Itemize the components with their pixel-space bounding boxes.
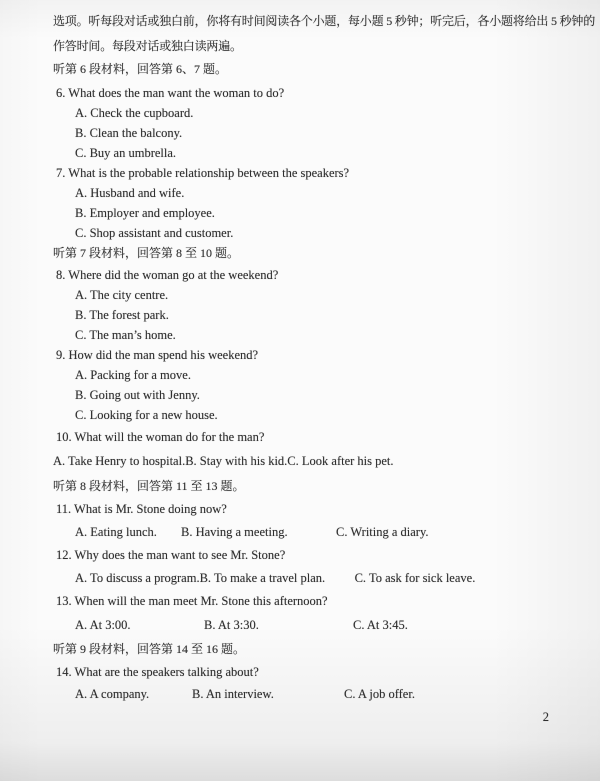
option-6a: A. Check the cupboard. (75, 106, 194, 120)
section-header-9: 听第 9 段材料，回答第 14 至 16 题。 (53, 642, 246, 656)
option-row-10 (53, 451, 570, 471)
section-header-8: 听第 8 段材料，回答第 11 至 13 题。 (53, 479, 245, 493)
intro-line-1: 选项。听每段对话或独白前，你将有时间阅读各个小题，每小题 5 秒钟；听完后，各小题将给出 5 秒钟的 (53, 14, 596, 28)
question-14: 14. What are the speakers talking about? (56, 665, 259, 679)
option-8b: B. The forest park. (75, 308, 169, 322)
option-row-13 (53, 615, 570, 635)
option-12b: B. To make a travel plan. (199, 571, 326, 585)
option-9b: B. Going out with Jenny. (75, 388, 200, 402)
option-7c: C. Shop assistant and customer. (75, 226, 234, 240)
option-7a: A. Husband and wife. (75, 186, 185, 200)
intro-line-2: 作答时间。每段对话或独白读两遍。 (53, 39, 242, 53)
option-13b: B. At 3:30. (204, 618, 259, 632)
question-8: 8. Where did the woman go at the weekend? (56, 268, 279, 282)
option-row-14 (53, 684, 570, 704)
question-12: 12. Why does the man want to see Mr. Stone? (56, 548, 286, 562)
option-11b: B. Having a meeting. (181, 525, 288, 539)
option-14a: A. A company. (75, 687, 150, 701)
question-10: 10. What will the woman do for the man? (56, 430, 265, 444)
option-13a: A. At 3:00. (75, 618, 131, 632)
option-12c: C. To ask for sick leave. (354, 571, 476, 585)
option-12a: A. To discuss a program. (75, 571, 200, 585)
question-13: 13. When will the man meet Mr. Stone this afternoon? (56, 594, 328, 608)
option-7b: B. Employer and employee. (75, 206, 215, 220)
option-11a: A. Eating lunch. (75, 525, 157, 539)
option-8a: A. The city centre. (75, 288, 169, 302)
option-6c: C. Buy an umbrella. (75, 146, 177, 160)
option-10c: C. Look after his pet. (287, 454, 394, 468)
question-7: 7. What is the probable relationship between the speakers? (56, 166, 350, 180)
option-13c: C. At 3:45. (353, 618, 408, 632)
option-9a: A. Packing for a move. (75, 368, 191, 382)
option-row-12 (53, 568, 570, 588)
option-14c: C. A job offer. (344, 687, 415, 701)
option-14b: B. An interview. (192, 687, 274, 701)
section-header-7: 听第 7 段材料，回答第 8 至 10 题。 (53, 246, 240, 260)
page-number: 2 (542, 710, 549, 724)
option-9c: C. Looking for a new house. (75, 408, 218, 422)
option-6b: B. Clean the balcony. (75, 126, 183, 140)
option-10b: B. Stay with his kid. (185, 454, 288, 468)
question-11: 11. What is Mr. Stone doing now? (56, 502, 227, 516)
question-6: 6. What does the man want the woman to do? (56, 86, 285, 100)
option-8c: C. The man’s home. (75, 328, 176, 342)
option-row-11 (53, 522, 570, 542)
option-10a: A. Take Henry to hospital. (53, 454, 186, 468)
option-11c: C. Writing a diary. (336, 525, 429, 539)
section-header-6: 听第 6 段材料，回答第 6、7 题。 (53, 62, 228, 76)
question-9: 9. How did the man spend his weekend? (56, 348, 259, 362)
